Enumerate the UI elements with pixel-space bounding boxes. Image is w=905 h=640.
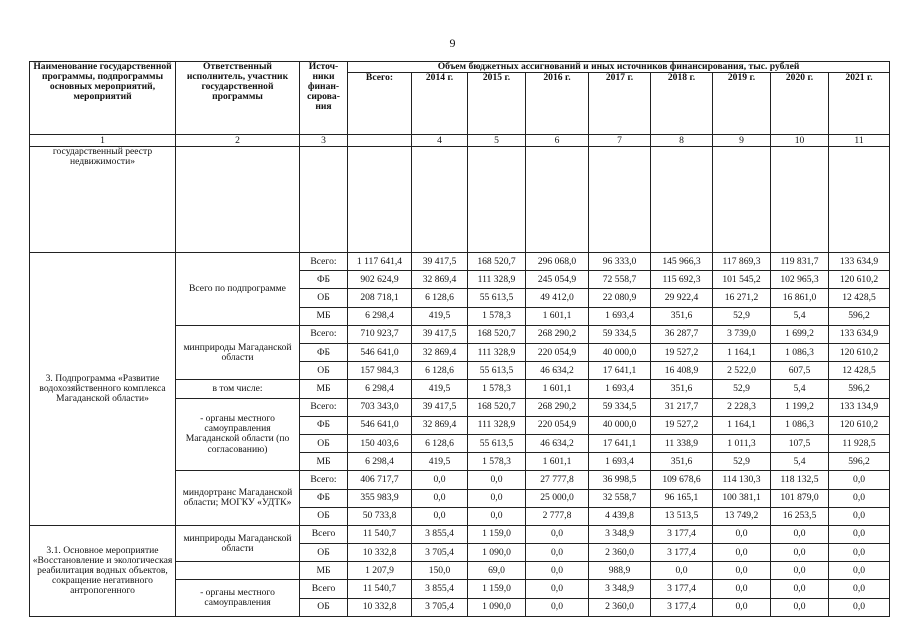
value-cell: 133 634,9: [829, 253, 890, 271]
value-cell: 59 334,5: [589, 325, 651, 343]
executor-cell: миндортранс Магаданской области; МОГКУ «УДТК»: [176, 471, 300, 526]
value-cell: 3 739,0: [713, 325, 771, 343]
value-cell: 0,0: [829, 598, 890, 616]
value-cell: 11 540,7: [348, 525, 412, 543]
value-cell: 1 207,9: [348, 562, 412, 580]
value-cell: 0,0: [651, 562, 713, 580]
column-number: 2: [176, 135, 300, 147]
value-cell: 55 613,5: [468, 362, 526, 380]
value-cell: 902 624,9: [348, 271, 412, 289]
value-cell: 3 177,4: [651, 580, 713, 598]
value-cell: 5,4: [771, 307, 829, 325]
value-cell: 3 855,4: [412, 580, 468, 598]
value-cell: 111 328,9: [468, 271, 526, 289]
budget-table: [29, 61, 890, 617]
value-cell: 2 228,3: [713, 398, 771, 416]
header-name: Наименование государственной программы, подпрограммы основных мероприятий, мероприятий: [30, 62, 176, 135]
value-cell: 50 733,8: [348, 507, 412, 525]
value-cell: 96 165,1: [651, 489, 713, 507]
value-cell: 150 403,6: [348, 434, 412, 452]
value-cell: 1 693,4: [589, 453, 651, 471]
value-cell: 10 332,8: [348, 544, 412, 562]
value-cell: 1 164,1: [713, 344, 771, 362]
value-cell: 17 641,1: [589, 434, 651, 452]
value-cell: 3 177,4: [651, 598, 713, 616]
value-cell: 52,9: [713, 307, 771, 325]
value-cell: 3 705,4: [412, 598, 468, 616]
value-cell: 0,0: [771, 580, 829, 598]
value-cell: 1 011,3: [713, 434, 771, 452]
executor-cell: минприроды Магаданской области: [176, 525, 300, 561]
value-cell: 406 717,7: [348, 471, 412, 489]
source-cell: МБ: [300, 453, 348, 471]
source-cell: ОБ: [300, 598, 348, 616]
source-cell: Всего: [300, 525, 348, 543]
value-cell: 102 965,3: [771, 271, 829, 289]
executor-cell: [176, 562, 300, 580]
source-cell: МБ: [300, 562, 348, 580]
source-cell: Всего:: [300, 253, 348, 271]
value-cell: 32 869,4: [412, 271, 468, 289]
value-cell: 101 879,0: [771, 489, 829, 507]
value-cell: 296 068,0: [526, 253, 589, 271]
value-cell: 2 360,0: [589, 598, 651, 616]
value-cell: 0,0: [412, 471, 468, 489]
value-cell: 0,0: [829, 525, 890, 543]
source-cell: Всего: [300, 580, 348, 598]
value-cell: 0,0: [771, 525, 829, 543]
value-cell: 11 928,5: [829, 434, 890, 452]
value-cell: 52,9: [713, 453, 771, 471]
value-cell: 6 298,4: [348, 307, 412, 325]
value-cell: 12 428,5: [829, 289, 890, 307]
value-cell: 12 428,5: [829, 362, 890, 380]
source-cell: ФБ: [300, 416, 348, 434]
value-cell: 351,6: [651, 380, 713, 398]
value-cell: 133 134,9: [829, 398, 890, 416]
value-cell: 11 540,7: [348, 580, 412, 598]
source-cell: ОБ: [300, 507, 348, 525]
value-cell: 1 199,2: [771, 398, 829, 416]
value-cell: 3 177,4: [651, 544, 713, 562]
value-cell: 0,0: [526, 525, 589, 543]
value-cell: 419,5: [412, 453, 468, 471]
year-header: 2014 г.: [412, 73, 468, 135]
source-cell: МБ: [300, 307, 348, 325]
value-cell: 1 578,3: [468, 453, 526, 471]
value-cell: 0,0: [829, 562, 890, 580]
value-cell: 1 699,2: [771, 325, 829, 343]
continued-row: [30, 147, 890, 253]
value-cell: 117 869,3: [713, 253, 771, 271]
value-cell: 10 332,8: [348, 598, 412, 616]
column-number: 3: [300, 135, 348, 147]
value-cell: 0,0: [829, 489, 890, 507]
value-cell: 111 328,9: [468, 344, 526, 362]
value-cell: 546 641,0: [348, 344, 412, 362]
value-cell: 1 578,3: [468, 307, 526, 325]
value-cell: 36 998,5: [589, 471, 651, 489]
value-cell: 19 527,2: [651, 344, 713, 362]
value-cell: 0,0: [468, 471, 526, 489]
page-number: 9: [449, 36, 456, 50]
source-cell: ОБ: [300, 289, 348, 307]
value-cell: 208 718,1: [348, 289, 412, 307]
subprogram-name: 3. Подпрограмма «Развитие водохозяйственного комплекса Магаданской области»: [30, 253, 176, 526]
value-cell: 419,5: [412, 307, 468, 325]
value-cell: 1 090,0: [468, 598, 526, 616]
year-header: 2018 г.: [651, 73, 713, 135]
year-header: 2019 г.: [713, 73, 771, 135]
value-cell: 6 128,6: [412, 362, 468, 380]
value-cell: 157 984,3: [348, 362, 412, 380]
value-cell: 1 601,1: [526, 380, 589, 398]
value-cell: 96 333,0: [589, 253, 651, 271]
value-cell: 268 290,2: [526, 325, 589, 343]
column-number: [348, 135, 412, 147]
measure-name: 3.1. Основное мероприятие «Восстановление и экологическая реабилитация водных объектов, сокращение негативного антропогенного: [30, 525, 176, 616]
value-cell: 0,0: [468, 489, 526, 507]
value-cell: 607,5: [771, 362, 829, 380]
year-header: 2015 г.: [468, 73, 526, 135]
value-cell: 596,2: [829, 453, 890, 471]
value-cell: 5,4: [771, 380, 829, 398]
value-cell: 0,0: [526, 598, 589, 616]
value-cell: 6 128,6: [412, 289, 468, 307]
value-cell: 145 966,3: [651, 253, 713, 271]
value-cell: 1 159,0: [468, 525, 526, 543]
value-cell: 114 130,3: [713, 471, 771, 489]
value-cell: 16 271,2: [713, 289, 771, 307]
header-source: Источ-ники финан-сирова-ния: [300, 62, 348, 135]
source-cell: ФБ: [300, 489, 348, 507]
executor-cell: - органы местного самоуправления Магаданской области (по согласованию): [176, 398, 300, 471]
value-cell: 0,0: [771, 562, 829, 580]
value-cell: 988,9: [589, 562, 651, 580]
source-cell: Всего:: [300, 471, 348, 489]
value-cell: 703 343,0: [348, 398, 412, 416]
column-number: 9: [713, 135, 771, 147]
value-cell: 101 545,2: [713, 271, 771, 289]
value-cell: 0,0: [829, 507, 890, 525]
value-cell: 0,0: [829, 544, 890, 562]
value-cell: 596,2: [829, 307, 890, 325]
value-cell: 32 869,4: [412, 416, 468, 434]
value-cell: 220 054,9: [526, 344, 589, 362]
value-cell: 1 601,1: [526, 307, 589, 325]
value-cell: 1 117 641,4: [348, 253, 412, 271]
executor-cell: - органы местного самоуправления: [176, 580, 300, 616]
value-cell: 0,0: [771, 544, 829, 562]
year-header: 2016 г.: [526, 73, 589, 135]
executor-cell: Всего по подпрограмме: [176, 253, 300, 326]
value-cell: 168 520,7: [468, 253, 526, 271]
column-number: 5: [468, 135, 526, 147]
value-cell: 0,0: [526, 580, 589, 598]
value-cell: 115 692,3: [651, 271, 713, 289]
value-cell: 133 634,9: [829, 325, 890, 343]
value-cell: 2 360,0: [589, 544, 651, 562]
value-cell: 69,0: [468, 562, 526, 580]
value-cell: 5,4: [771, 453, 829, 471]
value-cell: 46 634,2: [526, 434, 589, 452]
value-cell: 6 298,4: [348, 380, 412, 398]
value-cell: 39 417,5: [412, 398, 468, 416]
value-cell: 120 610,2: [829, 416, 890, 434]
value-cell: 25 000,0: [526, 489, 589, 507]
source-cell: ФБ: [300, 344, 348, 362]
value-cell: 0,0: [713, 562, 771, 580]
value-cell: 40 000,0: [589, 416, 651, 434]
value-cell: 39 417,5: [412, 325, 468, 343]
value-cell: 13 749,2: [713, 507, 771, 525]
value-cell: 11 338,9: [651, 434, 713, 452]
source-cell: ОБ: [300, 434, 348, 452]
source-cell: ОБ: [300, 362, 348, 380]
source-cell: ОБ: [300, 544, 348, 562]
value-cell: 1 601,1: [526, 453, 589, 471]
value-cell: 1 159,0: [468, 580, 526, 598]
value-cell: 1 578,3: [468, 380, 526, 398]
table-row: [30, 253, 890, 271]
column-number: 10: [771, 135, 829, 147]
value-cell: 39 417,5: [412, 253, 468, 271]
value-cell: 1 090,0: [468, 544, 526, 562]
header-volume: Объем бюджетных ассигнований и иных источников финансирования, тыс. рублей: [348, 62, 890, 73]
value-cell: 220 054,9: [526, 416, 589, 434]
value-cell: 32 869,4: [412, 344, 468, 362]
value-cell: 6 298,4: [348, 453, 412, 471]
value-cell: 3 705,4: [412, 544, 468, 562]
table-row: [30, 525, 890, 543]
value-cell: 1 693,4: [589, 307, 651, 325]
value-cell: 22 080,9: [589, 289, 651, 307]
value-cell: 168 520,7: [468, 398, 526, 416]
value-cell: 3 855,4: [412, 525, 468, 543]
value-cell: 109 678,6: [651, 471, 713, 489]
value-cell: 19 527,2: [651, 416, 713, 434]
column-number: 4: [412, 135, 468, 147]
value-cell: 27 777,8: [526, 471, 589, 489]
value-cell: 16 253,5: [771, 507, 829, 525]
value-cell: 1 164,1: [713, 416, 771, 434]
value-cell: 0,0: [829, 471, 890, 489]
value-cell: 52,9: [713, 380, 771, 398]
column-number: 7: [589, 135, 651, 147]
value-cell: 0,0: [526, 562, 589, 580]
year-header: Всего:: [348, 73, 412, 135]
value-cell: 150,0: [412, 562, 468, 580]
value-cell: 32 558,7: [589, 489, 651, 507]
year-header: 2017 г.: [589, 73, 651, 135]
column-number: 1: [30, 135, 176, 147]
value-cell: 111 328,9: [468, 416, 526, 434]
column-number: 11: [829, 135, 890, 147]
value-cell: 31 217,7: [651, 398, 713, 416]
continued-text: государственный реестр недвижимости»: [30, 147, 176, 253]
value-cell: 0,0: [412, 489, 468, 507]
value-cell: 546 641,0: [348, 416, 412, 434]
executor-cell: минприроды Магаданской области: [176, 325, 300, 380]
value-cell: 17 641,1: [589, 362, 651, 380]
value-cell: 1 086,3: [771, 344, 829, 362]
value-cell: 0,0: [713, 580, 771, 598]
value-cell: 46 634,2: [526, 362, 589, 380]
value-cell: 119 831,7: [771, 253, 829, 271]
value-cell: 13 513,5: [651, 507, 713, 525]
year-header: 2020 г.: [771, 73, 829, 135]
value-cell: 49 412,0: [526, 289, 589, 307]
value-cell: 419,5: [412, 380, 468, 398]
value-cell: 100 381,1: [713, 489, 771, 507]
value-cell: 120 610,2: [829, 271, 890, 289]
column-number: 8: [651, 135, 713, 147]
value-cell: 72 558,7: [589, 271, 651, 289]
value-cell: 0,0: [412, 507, 468, 525]
header-executor: Ответственный исполнитель, участник государственной программы: [176, 62, 300, 135]
column-number-row: [30, 135, 890, 147]
value-cell: 3 348,9: [589, 525, 651, 543]
value-cell: 118 132,5: [771, 471, 829, 489]
value-cell: 351,6: [651, 453, 713, 471]
value-cell: 245 054,9: [526, 271, 589, 289]
value-cell: 2 777,8: [526, 507, 589, 525]
source-cell: Всего:: [300, 398, 348, 416]
value-cell: 29 922,4: [651, 289, 713, 307]
value-cell: 36 287,7: [651, 325, 713, 343]
value-cell: 16 861,0: [771, 289, 829, 307]
source-cell: Всего:: [300, 325, 348, 343]
value-cell: 3 177,4: [651, 525, 713, 543]
executor-cell: в том числе:: [176, 380, 300, 398]
value-cell: 6 128,6: [412, 434, 468, 452]
value-cell: 55 613,5: [468, 434, 526, 452]
value-cell: 0,0: [713, 598, 771, 616]
value-cell: 120 610,2: [829, 344, 890, 362]
value-cell: 596,2: [829, 380, 890, 398]
value-cell: 168 520,7: [468, 325, 526, 343]
value-cell: 0,0: [468, 507, 526, 525]
source-cell: ФБ: [300, 271, 348, 289]
value-cell: 0,0: [771, 598, 829, 616]
value-cell: 3 348,9: [589, 580, 651, 598]
value-cell: 0,0: [829, 580, 890, 598]
column-number: 6: [526, 135, 589, 147]
value-cell: 710 923,7: [348, 325, 412, 343]
value-cell: 0,0: [526, 544, 589, 562]
value-cell: 351,6: [651, 307, 713, 325]
value-cell: 16 408,9: [651, 362, 713, 380]
year-header: 2021 г.: [829, 73, 890, 135]
value-cell: 2 522,0: [713, 362, 771, 380]
source-cell: МБ: [300, 380, 348, 398]
value-cell: 59 334,5: [589, 398, 651, 416]
value-cell: 268 290,2: [526, 398, 589, 416]
value-cell: 1 086,3: [771, 416, 829, 434]
value-cell: 0,0: [713, 544, 771, 562]
value-cell: 55 613,5: [468, 289, 526, 307]
value-cell: 355 983,9: [348, 489, 412, 507]
value-cell: 1 693,4: [589, 380, 651, 398]
value-cell: 107,5: [771, 434, 829, 452]
value-cell: 0,0: [713, 525, 771, 543]
value-cell: 40 000,0: [589, 344, 651, 362]
value-cell: 4 439,8: [589, 507, 651, 525]
